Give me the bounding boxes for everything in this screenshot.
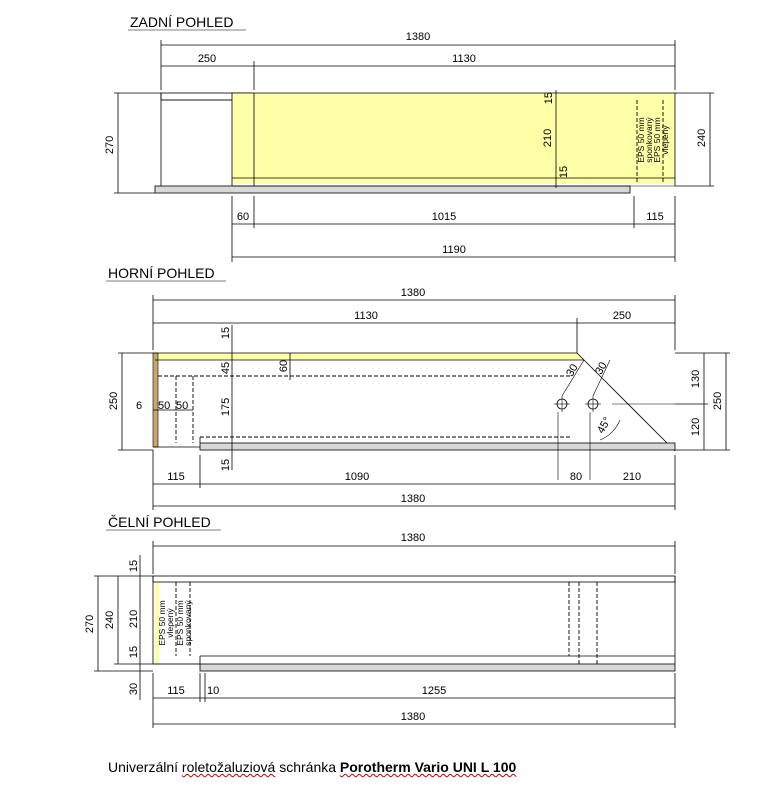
front-dim-115: 115 [167,685,185,697]
caption-word: roletožaluziová [181,759,276,775]
front-dim-15-bot: 15 [128,645,140,659]
front-dim-240: 240 [104,610,116,630]
front-view-title: ČELNÍ POHLED [108,514,211,530]
top-dim-15-bot: 15 [220,458,232,472]
drawing-caption [108,759,516,775]
top-dim-210: 210 [622,471,642,483]
rear-dim-15-top: 15 [543,92,555,105]
svg-text:EPS 50 mm: EPS 50 mm [652,117,662,163]
front-dim-10: 10 [207,685,220,697]
rear-dim-115: 115 [646,211,664,223]
top-dim-1130: 1130 [354,310,378,322]
top-dim-30a: 30 [564,362,581,379]
front-dim-210: 210 [128,609,140,629]
front-dim-270: 270 [84,614,96,634]
rear-insulation-fill [232,93,675,184]
rear-dim-1015: 1015 [431,211,457,223]
top-insulation-strip [155,353,584,360]
top-dim-250: 250 [612,310,632,322]
top-front-plate [200,443,675,450]
caption-prefix: Univerzální [108,759,179,775]
top-dim-1380-bottom: 1380 [400,493,426,505]
rear-dim-15-bot: 15 [558,165,570,179]
rear-dim-1130: 1130 [452,53,476,65]
top-dim-250-left: 250 [108,391,120,411]
svg-text:EPS 50 mm: EPS 50 mm [636,117,646,163]
rear-view [104,14,714,262]
rear-dim-210: 210 [542,128,554,148]
top-dim-60: 60 [278,359,290,373]
front-dim-1380-bottom: 1380 [400,711,426,723]
top-view-title: HORNÍ POHLED [108,265,215,281]
svg-text:sponkovaný: sponkovaný [644,117,654,163]
top-dim-50b: 50 [176,400,189,412]
rear-dim-top [161,31,675,90]
rear-base-plate [155,186,630,193]
front-dim-15-top: 15 [128,559,140,573]
top-dim-15-top: 15 [220,326,232,340]
top-dim-6: 6 [136,400,143,412]
front-dim-1380: 1380 [400,532,426,544]
top-dim-175: 175 [220,397,232,417]
rear-dim-250: 250 [197,53,217,65]
top-dim-115: 115 [167,471,185,483]
top-dim-30b: 30 [593,360,610,377]
top-dim-45: 45 [220,361,232,375]
top-dim-250-right: 250 [712,391,724,411]
rear-dim-1190: 1190 [442,244,466,256]
rear-dim-270: 270 [104,135,116,155]
svg-text:vlepený: vlepený [660,125,670,155]
top-dim-1090: 1090 [344,471,370,483]
svg-text:EPS 50 mm: EPS 50 mm [157,600,167,646]
front-dim-1255: 1255 [421,685,447,697]
top-dim-80: 80 [569,471,583,483]
top-view [106,265,730,510]
top-angle-45: 45° [595,415,614,436]
svg-text:vlepený: vlepený [165,608,175,638]
top-dim-50a: 50 [158,400,171,412]
top-dim-120: 120 [690,417,702,437]
caption-mid: schránka [279,759,337,775]
front-dim-30: 30 [128,682,140,696]
front-view [84,514,675,728]
front-base-plate [200,664,675,671]
front-top-slab [153,576,675,582]
rear-dim-60: 60 [236,211,250,223]
rear-view-title: ZADNÍ POHLED [130,14,234,30]
front-insulation-label [157,600,193,646]
top-dim-1380: 1380 [400,287,426,299]
rear-dim-1380: 1380 [405,31,431,43]
top-dim-130: 130 [690,369,702,389]
rear-dim-240: 240 [696,128,708,148]
caption-product: Porotherm Vario UNI L 100 [339,759,517,775]
svg-text:EPS 50 mm: EPS 50 mm [175,600,185,646]
svg-text:sponkovaný: sponkovaný [183,600,193,646]
